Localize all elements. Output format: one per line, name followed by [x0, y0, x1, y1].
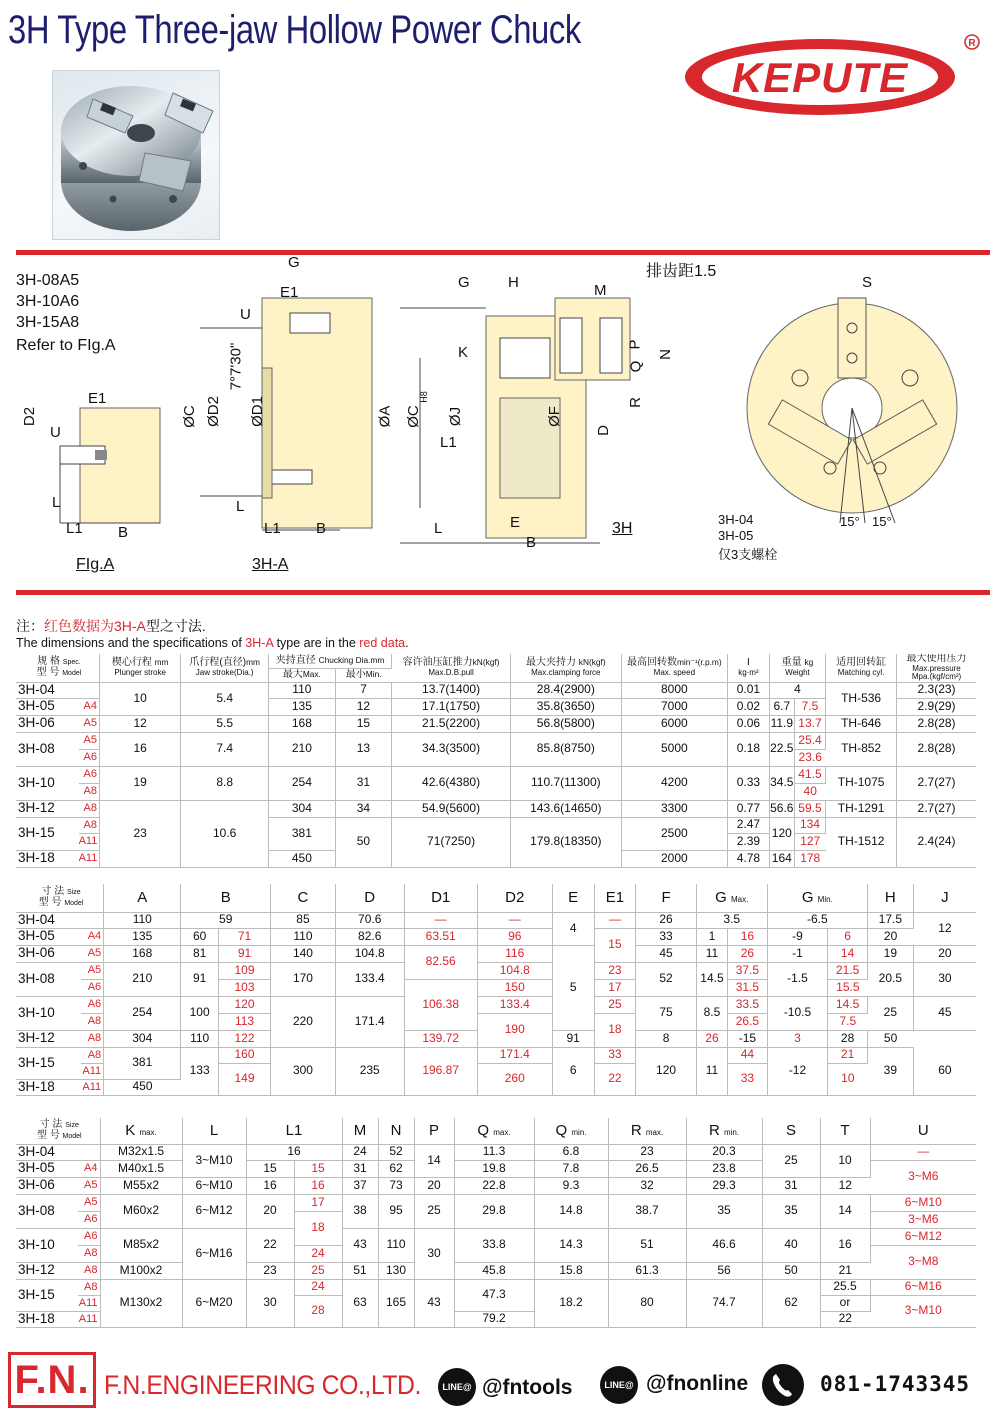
page-title: 3H Type Three-jaw Hollow Power Chuck: [8, 8, 581, 52]
dim-m: M: [594, 282, 607, 299]
front-note: 仅3支螺栓: [718, 547, 778, 562]
header-pressure: 最大使用压力 Max.pressure Mpa.(kgf/cm²): [897, 654, 976, 682]
fig-a-caption: FIg.A: [76, 556, 115, 573]
header-spec-model: 规 格 Spec. 型 号 Model: [16, 654, 99, 682]
angle-label: 15°: [872, 514, 892, 529]
header-pull: 容许油压缸推力kN(kgf) Max.D.B.pull: [392, 654, 511, 682]
header-weight: 重量 kg Weight: [769, 654, 825, 682]
product-photo: [52, 70, 220, 240]
phone-icon: [762, 1364, 804, 1406]
header-inertia: I kg·m²: [728, 654, 770, 682]
divider-top: [16, 250, 990, 255]
line-icon: LINE@: [600, 1366, 638, 1404]
divider-mid: [16, 590, 990, 595]
header-cylinder: 适用回转缸 Matching cyl.: [826, 654, 897, 682]
chuck-illustration: [53, 71, 220, 240]
dim-d: D: [594, 425, 612, 436]
dimension-table-1: 寸 法 Size 型 号 Model A B C D D1 D2 E E1 F G Max. G Min. H J 3H-04 110 59 85 70.6 — — 4 — 26 3.5 -6.5 17.5 12 3H-05 A4 135 60 71 110 82.6 63.51 96 15 33 1 16 -9 6 20 3H-06 A5 168 81 91 140 104.8 82.56 116 5 45 11 26 -1 14 19 20 3H-08 A5 210 91 109 170 133.4 104.8 23 52 14.5 37.5 -1.5 21.5 20.5 30 A6 103 106.38 150 17 31.5 15.5 3H-10 A6 254 100 120 220 171.4 133.4 25 75 8.5 33.5 -10.5 14.5 25 45 A8 113 190 18 26.5 7.5 3H-12 A8 304 110 122 139.72 91 8 26 -15 3 28 50 3H-15 A8 381 133 160 300 235 196.87 171.4 6 33 120 11 44 -12 21 39 60 A11 149 260 22 33 10 3H-18 A11 450: [16, 884, 976, 1096]
dim-l: L: [236, 498, 245, 515]
model-label: 3H-08A5: [16, 272, 80, 289]
front-note-model: 3H-04: [718, 512, 754, 527]
header-clamp: 最大夹持力 kN(kgf) Max.clamping force: [511, 654, 622, 682]
dim-n: N: [656, 349, 674, 360]
header-size-model: 寸 法 Size 型 号 Model: [16, 1118, 100, 1144]
phone-number[interactable]: 081-1743345: [820, 1372, 971, 1396]
model-cell: 3H-04: [16, 682, 79, 698]
dim-r: R: [626, 397, 644, 408]
dim-e: E: [510, 514, 521, 531]
header-plunger: 楔心行程 mm Plunger stroke: [99, 654, 180, 682]
dim-c: ØC: [404, 405, 422, 428]
dim-p: P: [626, 339, 644, 350]
kepute-logo: [680, 30, 980, 125]
dim-u: U: [50, 424, 61, 441]
svg-text:R: R: [968, 38, 976, 49]
dim-angle: 7°7'30": [227, 342, 245, 391]
dimension-table-2: 寸 法 Size 型 号 Model K max. L L1 M N P Q max. Q min. R max. R min. S T U 3H-04 M32x1.5 3~M10 16 24 52 14 11.3 6.8 23 20.3 25 10 — 3H-05 A4 M40x1.5 15 15 31 62 19.8 7.8 26.5 23.8 3~M6 3H-06 A5 M55x2 6~M10 16 16 37 73 20 22.8 9.3 32 29.3 31 12 3H-08 A5 M60x2 6~M12 20 17 38 95 25 29.8 14.8 38.7 35 35 14 6~M10 A6 18 3~M6 3H-10 A6 M85x2 6~M16 22 43 110 30 33.8 14.3 51 46.6 40 16 6~M12 A8 24 3~M8 3H-12 A8 M100x2 23 25 51 130 45.8 15.8 61.3 56 50 21 3H-15 A8 M130x2 6~M20 30 24 63 165 43 47.3 18.2 80 74.7 62 25.5 6~M16 A11 28 or 3~M10 3H-18 A11 79.2 22: [16, 1118, 976, 1328]
dim-u: U: [240, 306, 251, 323]
dim-b: B: [316, 520, 327, 537]
front-note-model: 3H-05: [718, 528, 754, 543]
dim-l: L: [434, 520, 443, 537]
brand-name: KEPUTE: [731, 54, 909, 101]
dim-d1: ØD1: [248, 396, 266, 427]
dim-l1: L1: [66, 520, 83, 537]
dim-a: ØA: [376, 405, 394, 428]
dim-j: ØJ: [447, 406, 465, 427]
fig-3ha-caption: 3H-A: [252, 556, 289, 573]
dim-l1: L1: [440, 434, 457, 451]
header-size-model: 寸 法 Size 型 号 Model: [16, 884, 104, 912]
drawing-lines: [0, 258, 1000, 588]
dim-b: B: [118, 524, 129, 541]
dim-g: G: [458, 274, 470, 291]
model-label: Refer to FIg.A: [16, 337, 116, 354]
line-icon: LINE@: [438, 1368, 476, 1406]
dim-f: ØF: [545, 406, 563, 427]
dim-q: Q: [627, 360, 645, 373]
angle-label: 15°: [840, 514, 860, 529]
fig-3h-caption: 3H: [612, 520, 633, 537]
dim-s: S: [862, 274, 873, 291]
dim-e1: E1: [88, 390, 107, 407]
technical-drawing: [0, 254, 1000, 588]
dim-g: G: [288, 254, 300, 271]
dim-k: K: [458, 344, 469, 361]
company-name: F.N.ENGINEERING CO.,LTD.: [104, 1370, 421, 1400]
spec-table: 规 格 Spec. 型 号 Model 楔心行程 mm Plunger stroke 爪行程(直径)mm Jaw stroke(Dia.) 夹持直径 Chucking Dia.mm 容许油压缸推力kN(kgf) Max.D.B.pull 最大夹持力 kN(kgf) Max.clamping force 最高回转数min⁻¹(r.p.m) Max. speed I kg·m² 重量 kg Weight 适用回转缸 Matching cyl. 最大使用压力 Max.pressure Mpa.(kgf/cm²) 最大Max. 最小Min. 3H-04 10 5.4 110 7 13.7(1400) 28.4(2900) 8000 0.01 4 TH-536 2.3(23) 3H-05 A4 135 12 17.1(1750) 35.8(3650) 7000 0.02 6.7 7.5 2.9(29) 3H-06 A5 12 5.5 168 15 21.5(2200) 56.8(5800) 6000 0.06 11.9 13.7 TH-646 2.8(28) 3H-08 A5 16 7.4 210 13 34.3(3500) 85.8(8750) 5000 0.18 22.5 25.4 TH-852 2.8(28) A6 23.6 3H-10 A6 19 8.8 254 31 42.6(4380) 110.7(11300) 4200 0.33 34.5 41.5 TH-1075 2.7(27) A8 40 3H-12 A8 23 10.6 304 34 54.9(5600) 143.6(14650) 3300 0.77 56.6 59.5 TH-1291 2.7(27) 3H-15 A8 381 50 71(7250) 179.8(18350) 2500 2.47 120 134 TH-1512 2.4(24) A11 2.39 127 3H-18 A11 450 2000 4.78 164 178: [16, 654, 976, 868]
header-speed: 最高回转数min⁻¹(r.p.m) Max. speed: [621, 654, 727, 682]
chip-pitch-note: 排齿距1.5: [646, 263, 717, 280]
dim-l1: L1: [264, 520, 281, 537]
fn-logo: F.N.: [8, 1352, 96, 1408]
header-max: 最大Max.: [268, 668, 335, 682]
dim-h8: H8: [418, 391, 429, 403]
dim-d2: D2: [21, 406, 39, 427]
line-handle-fnonline[interactable]: @fnonline: [646, 1372, 749, 1395]
line-handle-fntools[interactable]: @fntools: [482, 1376, 573, 1399]
dim-c: ØC: [180, 405, 198, 428]
model-label: 3H-10A6: [16, 293, 80, 310]
header-min: 最小Min.: [335, 668, 391, 682]
dim-e1: E1: [280, 284, 299, 301]
note-cn: 注：红色数据为3H-A型之寸法.: [16, 618, 206, 634]
header-jaw: 爪行程(直径)mm Jaw stroke(Dia.): [181, 654, 269, 682]
dim-d2: ØD2: [204, 396, 222, 427]
header-chucking: 夹持直径 Chucking Dia.mm: [268, 654, 391, 668]
model-label: 3H-15A8: [16, 314, 80, 331]
dim-h: H: [508, 274, 519, 291]
dim-l: L: [52, 494, 61, 511]
note-en: The dimensions and the specifications of 3H-A type are in the red data.: [16, 636, 409, 650]
dim-b: B: [526, 534, 537, 551]
